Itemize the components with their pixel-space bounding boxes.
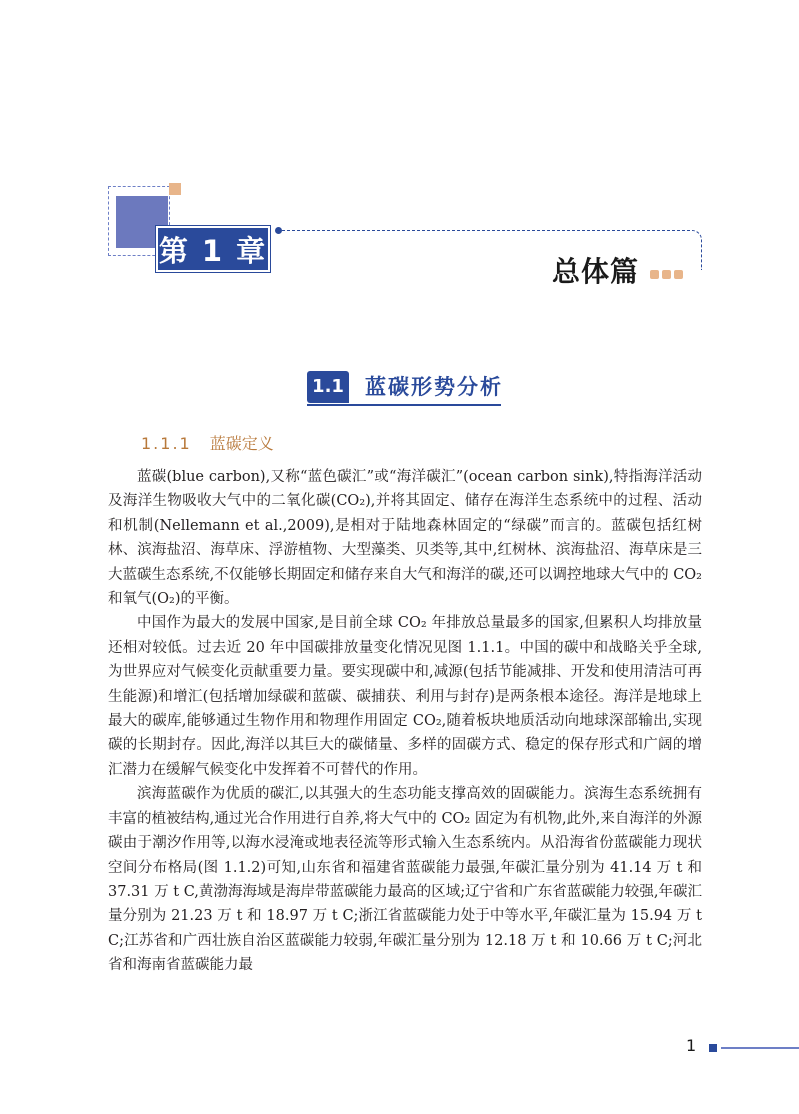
subsection-title: 蓝碳定义 bbox=[209, 434, 274, 453]
footer-line bbox=[721, 1047, 799, 1049]
subsection-number: 1.1.1 bbox=[141, 434, 192, 453]
chapter-title-dots bbox=[650, 264, 686, 283]
body-text bbox=[108, 465, 702, 978]
paragraph: 蓝碳(blue carbon),又称“蓝色碳汇”或“海洋碳汇”(ocean carbon sink),特指海洋活动及海洋生物吸收大气中的二氧化碳(CO₂),并将其固定、储存在海洋生态系统中的过程、活动和机制(Nellemann et al.,2009),是相对于陆地森林固定的“绿碳”而言的。蓝碳包括红树林、滨海盐沼、海草床、浮游植物、大型藻类、贝类等,其中,红树林、滨海盐沼、海草床是三大蓝碳生态系统,不仅能够长期固定和储存来自大气和海洋的碳,还可以调控地球大气中的 CO₂ 和氧气(O₂)的平衡。 bbox=[108, 469, 702, 608]
section-number: 1.1 bbox=[307, 371, 349, 403]
chapter-badge: 第 1 章 bbox=[156, 226, 270, 272]
paragraph: 中国作为最大的发展中国家,是目前全球 CO₂ 年排放总量最多的国家,但累积人均排放量还相对较低。过去近 20 年中国碳排放量变化情况见图 1.1.1。中国的碳中和战略关乎全球,为世界应对气候变化贡献重要力量。要实现碳中和,减源(包括节能减排、开发和使用清洁可再生能源)和增汇(包括增加绿碳和蓝碳、碳捕获、利用与封存)是两条根本途径。海洋是地球上最大的碳库,能够通过生物作用和物理作用固定 CO₂,随着板块地质活动向地球深部输出,实现碳的长期封存。因此,海洋以其巨大的碳储量、多样的固碳方式、稳定的保存形式和广阔的增汇潜力在缓解气候变化中发挥着不可替代的作用。 bbox=[108, 615, 702, 778]
paragraph: 滨海蓝碳作为优质的碳汇,以其强大的生态功能支撑高效的固碳能力。滨海生态系统拥有丰富的植被结构,通过光合作用进行自养,将大气中的 CO₂ 固定为有机物,此外,来自海洋的外源碳由于潮汐作用等,以海水浸淹或地表径流等形式输入生态系统内。从沿海省份蓝碳能力现状空间分布格局(图 1.1.2)可知,山东省和福建省蓝碳能力最强,年碳汇量分别为 41.14 万 t 和 37.31 万 t C,黄渤海海域是海岸带蓝碳能力最高的区域;辽宁省和广东省蓝碳能力较强,年碳汇量分别为 21.23 万 t 和 18.97 万 t C;浙江省蓝碳能力处于中等水平,年碳汇量为 15.94 万 t C;江苏省和广西壮族自治区蓝碳能力较弱,年碳汇量分别为 12.18 万 t 和 10.66 万 t C;河北省和海南省蓝碳能力最 bbox=[108, 786, 702, 974]
decorative-orange-square bbox=[169, 183, 181, 195]
footer-square bbox=[709, 1044, 717, 1052]
section-underline bbox=[307, 404, 501, 406]
chapter-line-dot bbox=[275, 227, 282, 234]
section-heading bbox=[307, 371, 501, 405]
chapter-title: 总体篇 bbox=[552, 255, 640, 288]
section-title: 蓝碳形势分析 bbox=[365, 374, 503, 399]
subsection-heading bbox=[141, 431, 274, 454]
page-number: 1 bbox=[686, 1036, 697, 1055]
